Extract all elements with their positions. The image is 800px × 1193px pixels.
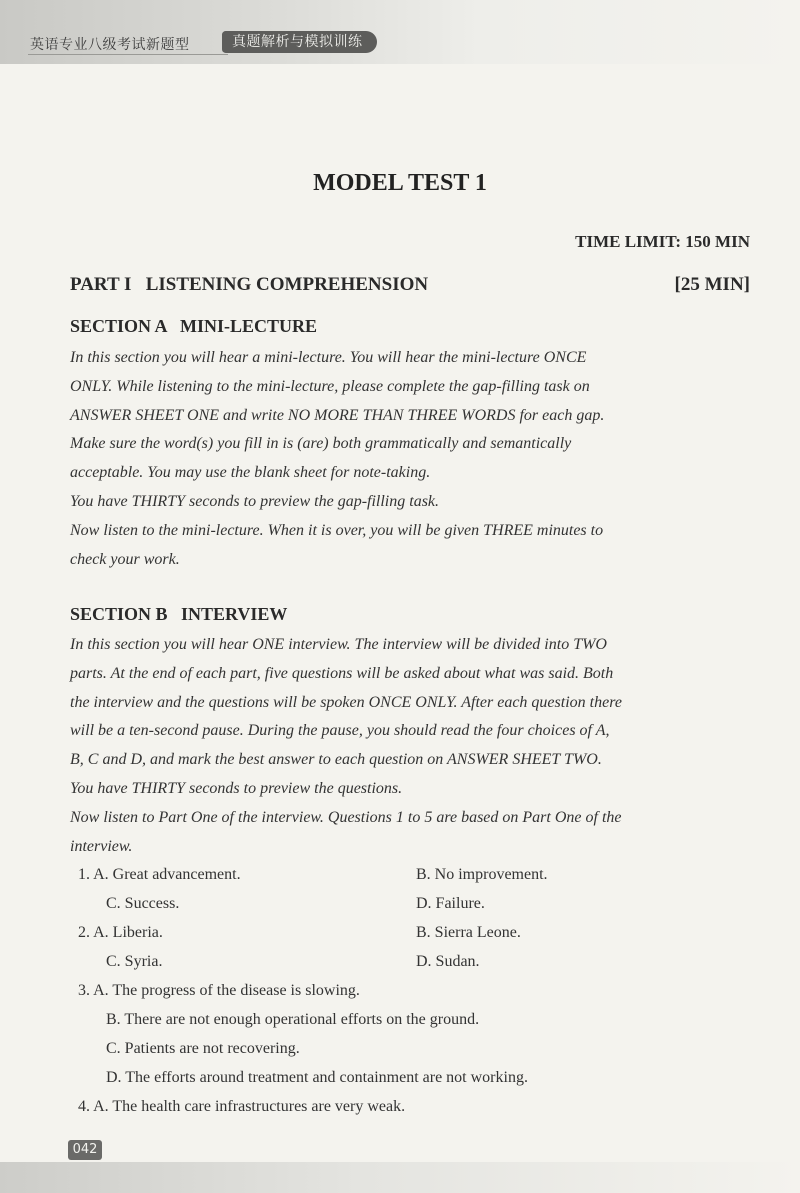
section-a-line: You have THIRTY seconds to preview the gap-filling task. [70, 492, 440, 510]
q1-option-c: C. Success. [106, 895, 180, 912]
section-a-line: ANSWER SHEET ONE and write NO MORE THAN THREE WORDS for each gap. [70, 406, 605, 424]
q3-option-c: C. Patients are not recovering. [106, 1040, 300, 1057]
part-time: [25 MIN] [674, 274, 750, 295]
page-title: MODEL TEST 1 [313, 170, 487, 196]
time-limit: TIME LIMIT: 150 MIN [575, 232, 750, 251]
section-b-instructions [70, 631, 752, 861]
q4-option-a: 4. A. The health care infrastructures are very weak. [78, 1098, 406, 1115]
q3-option-a: 3. A. The progress of the disease is slowing. [78, 982, 360, 999]
section-b-line: You have THIRTY seconds to preview the questions. [70, 779, 403, 797]
section-a-line: Now listen to the mini-lecture. When it is over, you will be given THREE minutes to [70, 521, 604, 539]
section-a-line: In this section you will hear a mini-lecture. You will hear the mini-lecture ONCE [70, 349, 587, 366]
section-b-line: interview. [70, 837, 133, 855]
book-subtitle-badge: 真题解析与模拟训练 [222, 31, 377, 53]
part-title: PART I LISTENING COMPREHENSION [70, 274, 429, 295]
section-a-title: SECTION A MINI-LECTURE [70, 316, 318, 336]
q2-option-c: C. Syria. [106, 953, 163, 970]
header-underline [28, 54, 228, 55]
section-a-line: Make sure the word(s) you fill in is (are) both grammatically and semantically [70, 435, 572, 453]
section-a-line: ONLY. While listening to the mini-lecture, please complete the gap-filling task on [70, 377, 590, 395]
footer-band [0, 1162, 800, 1193]
section-b-line: the interview and the questions will be spoken ONCE ONLY. After each question there [70, 693, 622, 711]
q3-option-d: D. The efforts around treatment and containment are not working. [106, 1069, 528, 1086]
q1-option-d: D. Failure. [416, 895, 485, 912]
section-b-line: B, C and D, and mark the best answer to each question on ANSWER SHEET TWO. [70, 751, 602, 769]
q2-option-a: 2. A. Liberia. [78, 924, 163, 941]
section-b-line: parts. At the end of each part, five questions will be asked about what was said. Both [70, 664, 614, 682]
page-number: 042 [68, 1140, 102, 1160]
section-b-line: In this section you will hear ONE interview. The interview will be divided into TWO [70, 636, 607, 653]
section-a-line: check your work. [70, 550, 180, 568]
section-a-line: acceptable. You may use the blank sheet for note-taking. [70, 464, 431, 482]
section-b-title: SECTION B INTERVIEW [70, 604, 288, 624]
q1-option-b: B. No improvement. [416, 866, 548, 883]
section-a-instructions [70, 344, 752, 574]
q3-option-b: B. There are not enough operational efforts on the ground. [106, 1011, 480, 1028]
section-b-line: will be a ten-second pause. During the pause, you should read the four choices of A, [70, 722, 610, 740]
book-series-title: 英语专业八级考试新题型 [30, 37, 190, 53]
q1-option-a: 1. A. Great advancement. [78, 866, 241, 883]
q2-option-b: B. Sierra Leone. [416, 924, 521, 941]
q2-option-d: D. Sudan. [416, 953, 480, 970]
section-b-line: Now listen to Part One of the interview. Questions 1 to 5 are based on Part One of the [70, 808, 622, 826]
